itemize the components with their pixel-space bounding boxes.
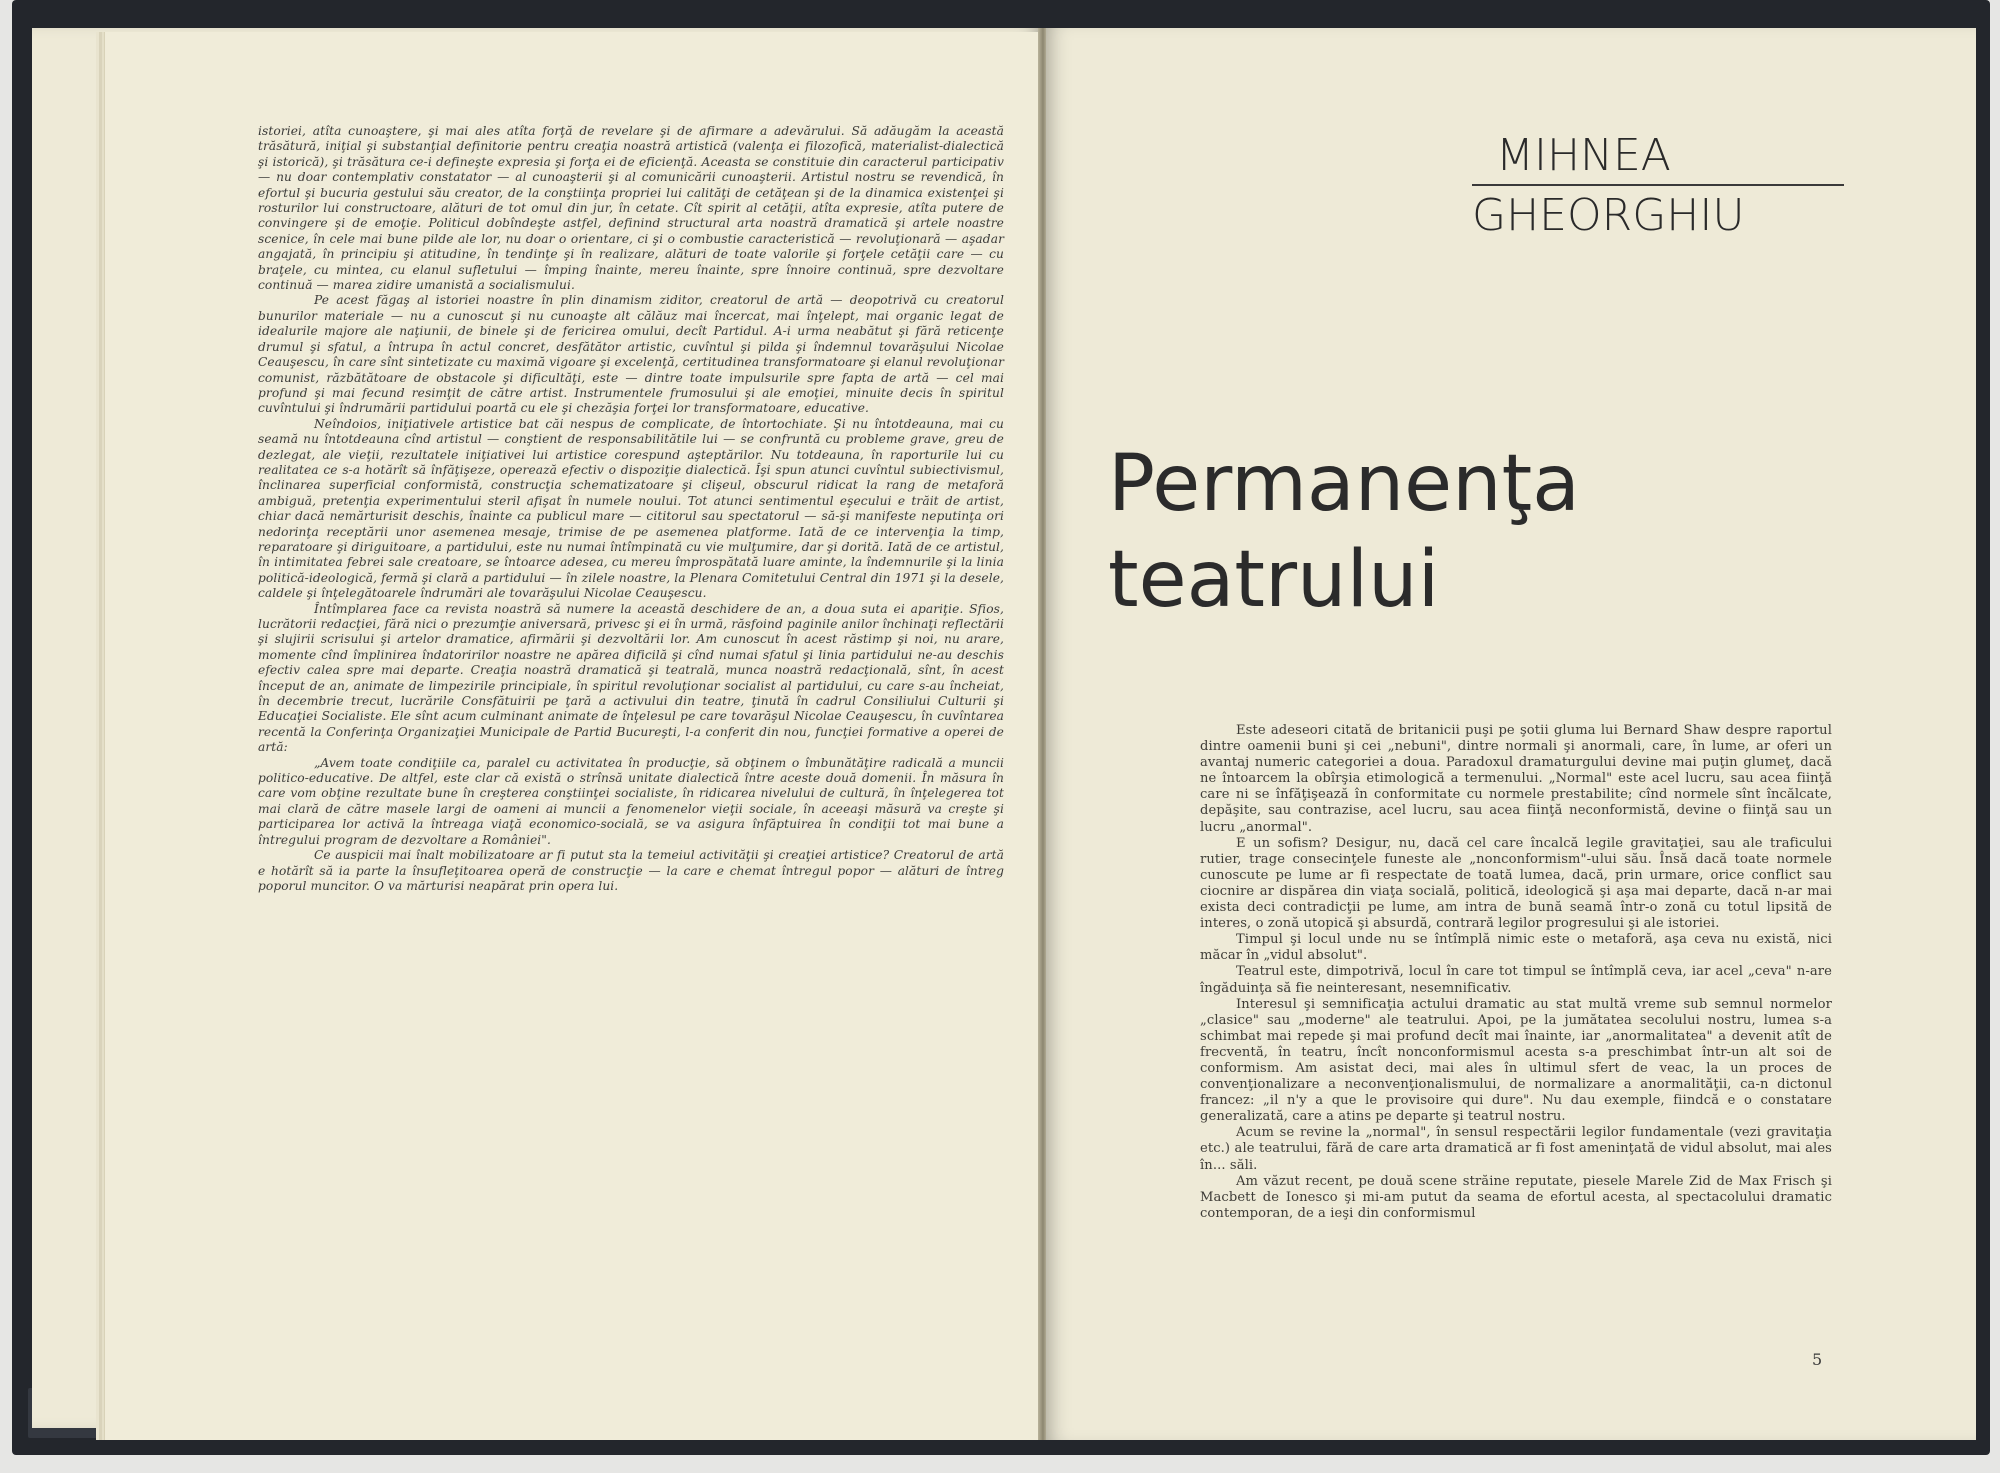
article-title	[1108, 436, 1580, 628]
author-last-name: GHEORGHIU	[1472, 190, 1745, 241]
author-first-name: MIHNEA	[1496, 130, 1671, 181]
right-page-text	[1200, 723, 1832, 1222]
author-rule	[1472, 184, 1844, 186]
right-paragraph-4: Teatrul este, dimpotrivă, locul în care tot timpul se întîmplă ceva, iar acel „ceva" n-are îngăduinţa să fie neinteresant, nesemnificativ.	[1200, 964, 1832, 996]
right-paragraph-1: Este adeseori citată de britanicii puşi pe şotii gluma lui Bernard Shaw despre raportul dintre oamenii buni şi cei „nebuni", dintre normali şi anormali, care, în lume, ar oferi un avantaj numeric categoriei a doua. Paradoxul dramaturgului devine mai puţin glumeţ, dacă ne întoarcem la obîrşia etimologică a termenului. „Normal" este acel lucru, sau acea fiinţă care ni se înfăţişează în conformitate cu normele prestabilite; cînd normele sînt încălcate, depăşite, sau contrazise, acel lucru, sau acea fiinţă neconformistă, devine o fiinţă sau un lucru „anormal".	[1200, 723, 1832, 835]
title-line-2: teatrului	[1108, 535, 1440, 625]
right-paragraph-6: Acum se revine la „normal", în sensul respectării legilor fundamentale (vezi gravitaţia etc.) ale teatrului, fără de care arta dramatică ar fi fost ameninţată de vidul absolut, mai ales în... săli.	[1200, 1125, 1832, 1173]
page-number: 5	[1812, 1350, 1823, 1369]
title-line-1: Permanenţa	[1108, 439, 1580, 529]
right-paragraph-3: Timpul şi locul unde nu se întîmplă nimic este o metaforă, aşa ceva nu există, nici măcar în „vidul absolut".	[1200, 932, 1832, 964]
left-paragraph-6: Ce auspicii mai înalt mobilizatoare ar fi putut sta la temeiul activităţii şi creaţiei artistice? Creatorul de artă e hotărît să ia parte la însufleţitoarea operă de construcţie — la care e chemat întregul popor — alături de întreg poporul muncitor. O va mărturisi neapărat prin opera lui.	[258, 848, 1004, 893]
left-paragraph-1: istoriei, atîta cunoaştere, şi mai ales atîta forţă de revelare şi de afirmare a adevărului. Să adăugăm la această trăsătură, iniţial şi substanţial definitorie pentru creaţia noastră artistică (valenţa ei filozofică, materialist-dialectică şi istorică), şi trăsătura ce-i defineşte expresia şi forţa ei de eficienţă. Aceasta se constituie din caracterul participativ — nu doar contemplativ constatator — al cunoaşterii şi al comunicării cunoaşterii. Artistul nostru se revendică, în efortul şi bucuria gestului său creator, de la conştiinţa propriei lui calităţi de cetăţean şi de la dinamica existenţei şi rosturilor lui constructoare, alături de tot omul din jur, în cetate. Cît spirit al cetăţii, atîta expresie, atîta putere de convingere şi de emoţie. Politicul dobîndeşte astfel, definind structural arta noastră dramatică şi artele noastre scenice, în cele mai bune pilde ale lor, nu doar o orientare, ci şi o combustie caracteristică — revoluţionară — aşadar angajată, în principiu şi atitudine, în tendinţe şi în realizare, alături de toate valorile şi forţele cetăţii care — cu braţele, cu mintea, cu elanul sufletului — împing înainte, mereu înainte, spre înnoire continuă, spre dezvoltare continuă — marea zidire umanistă a socialismului.	[258, 124, 1004, 293]
right-paragraph-2: E un sofism? Desigur, nu, dacă cel care încalcă legile gravitaţiei, sau ale traficului rutier, trage consecinţele funeste ale „nonconformism"-ului său. Însă dacă toate normele cunoscute pe lume ar fi respectate de toată lumea, dacă, prin urmare, orice conflict sau ciocnire ar dispărea din viaţa socială, politică, ideologică şi aşa mai departe, dacă n-ar mai exista deci contradicţii pe lume, am intra de bună seamă într-o zonă cu totul lipsită de interes, o zonă utopică şi absurdă, contrară legilor progresului şi ale istoriei.	[1200, 835, 1832, 932]
left-paragraph-5: „Avem toate condiţiile ca, paralel cu activitatea în producţie, să obţinem o îmbunătăţire radicală a muncii politico-educative. De altfel, este clar că există o strînsă unitate dialectică între aceste două domenii. În măsura în care vom obţine rezultate bune în creşterea conştiinţei socialiste, în ridicarea nivelului de cultură, în înţelegerea tot mai clară de către masele largi de oameni ai muncii a fenomenelor vieţii sociale, în aceeaşi măsură va creşte şi participarea lor activă la întreaga viaţă economico-socială, se va asigura înfăptuirea în condiţii tot mai bune a întregului program de dezvoltare a României".	[258, 755, 1004, 847]
left-paragraph-2: Pe acest făgaş al istoriei noastre în plin dinamism ziditor, creatorul de artă — deopotrivă cu creatorul bunurilor materiale — nu a cunoscut şi nu cunoaşte alt călăuz mai încercat, mai înţelept, mai organic legat de idealurile majore ale naţiunii, de binele şi de fericirea omului, decît Partidul. A-i urma neabătut şi fără reticenţe drumul şi sfatul, a întrupa în actul concret, desfătător artistic, cuvîntul şi pilda şi îndemnul tovarăşului Nicolae Ceauşescu, în care sînt sintetizate cu maximă vigoare şi excelenţă, certitudinea transformatoare şi elanul revoluţionar comunist, răzbătătoare de obstacole şi dificultăţi, este — dintre toate impulsurile spre fapta de artă — cel mai profund şi mai fecund resimţit de către artist. Instrumentele frumosului şi ale emoţiei, minuite decis în spiritul cuvîntului şi îndrumării partidului poartă cu ele şi chezăşia forţei lor transformatoare, educative.	[258, 293, 1004, 416]
left-page-text	[258, 124, 1004, 894]
author-block	[1472, 130, 1844, 242]
left-paragraph-4: Întîmplarea face ca revista noastră să numere la această deschidere de an, a doua suta ei apariţie. Sfios, lucrătorii redacţiei, fără nici o prezumţie aniversară, privesc şi ei în urmă, răsfoind paginile anilor închinaţi reflectării şi slujirii scrisului şi artelor dramatice, afirmării şi dezvoltării lor. Am cunoscut în acest răstimp şi noi, nu arare, momente cînd împlinirea îndatoririlor noastre ne apărea dificilă şi cînd numai sfatul şi linia partidului ne-au deschis efectiv calea spre mai departe. Creaţia noastră dramatică şi teatrală, munca noastră redacţională, sînt, în acest început de an, animate de limpezirile principiale, în spiritul revoluţionar socialist al partidului, cu care s-au încheiat, în decembrie trecut, lucrările Consfătuirii pe ţară a activului din teatre, ţinută în cadrul Consiliului Culturii şi Educaţiei Socialiste. Ele sînt acum culminant animate de înţelesul pe care tovarăşul Nicolae Ceauşescu, în cuvîntarea recentă la Conferinţa Organizaţiei Municipale de Partid Bucureşti, l-a conferit din nou, funcţiei formative a operei de artă:	[258, 601, 1004, 755]
right-paragraph-5: Interesul şi semnificaţia actului dramatic au stat multă vreme sub semnul normelor „clasice" sau „moderne" ale teatrului. Apoi, pe la jumătatea secolului nostru, lumea s-a schimbat mai repede şi mai profund decît mai înainte, iar „anormalitatea" a devenit atît de frecventă, în teatru, încît nonconformismul acesta s-a preschimbat într-un alt soi de conformism. Am asistat deci, mai ales în ultimul sfert de veac, la un proces de convenţionalizare a neconvenţionalismului, de normalizare a anormalităţii, ca-n dictonul francez: „il n'y a que le provisoire qui dure". Nu dau exemple, fiindcă e o constatare generalizată, care a atins pe departe şi teatrul nostru.	[1200, 996, 1832, 1125]
right-paragraph-7: Am văzut recent, pe două scene străine reputate, piesele Marele Zid de Max Frisch şi Macbett de Ionesco şi mi-am putut da seama de efortul acesta, al spectacolului dramatic contemporan, de a ieşi din conformismul	[1200, 1173, 1832, 1221]
left-paragraph-3: Neîndoios, iniţiativele artistice bat căi nespus de complicate, de întortochiate. Şi nu întotdeauna, mai cu seamă nu întotdeauna cînd artistul — conştient de responsabilitătile lui — se confruntă cu probleme grave, greu de dezlegat, ale vieţii, rezultatele iniţiativei lui artistice corespund aşteptărilor. Nu totdeauna, în raporturile lui cu realitatea ce s-a hotărît să înfăţişeze, operează efectiv o dispoziţie dialectică. Îşi spun atunci cuvîntul subiectivismul, înclinarea superficial conformistă, construcţia schematizatoare şi clişeul, obscurul ridicat la rang de metaforă ambiguă, pretenţia experimentului steril afişat în numele noului. Tot atunci sentimentul eşecului e trăit de artist, chiar dacă nemărturisit deschis, înainte ca publicul mare — cititorul sau spectatorul — să-şi manifeste neputinţa ori nedorinţa receptării unor asemenea mesaje, trimise de pe asemenea platforme. Iată de ce intervenţia la timp, reparatoare şi diriguitoare, a partidului, este nu numai întîmpinată cu vie mulţumire, dar şi dorită. Iată de ce artistul, în intimitatea febrei sale creatoare, se întoarce adesea, cu mereu împrospătată luare aminte, la îndemnurile şi la linia politică-ideologică, fermă şi clară a partidului — în zilele noastre, la Plenara Comitetului Central din 1971 şi la desele, caldele şi înţelegătoarele îndrumări ale tovarăşului Nicolae Ceauşescu.	[258, 416, 1004, 601]
